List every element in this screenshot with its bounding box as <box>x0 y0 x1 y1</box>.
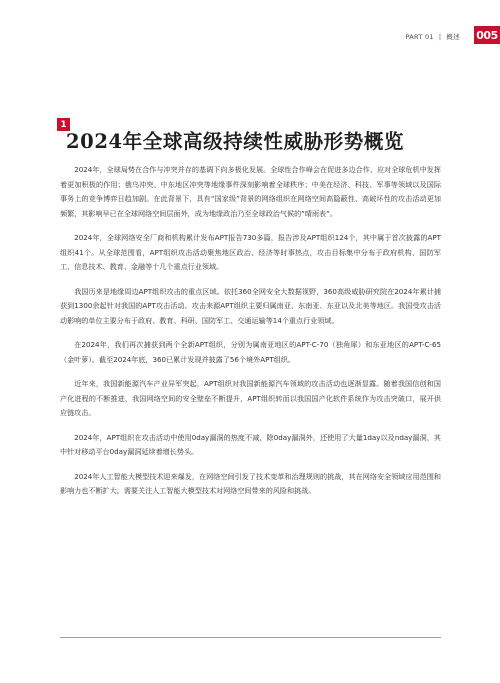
paragraph: 我国历来是地缘周边APT组织攻击的重点区域。依托360全网安全大数据视野，360高级威胁研究院在2024年累计捕获到1300余起针对我国的APT攻击活动。攻击来源APT组织主要归属南亚、东南亚、东亚以及北美等地区。我国受攻击活动影响的单位主要分布于政府、教育、科研、国防军工、交通运输等14个重点行业领域。 <box>60 286 441 325</box>
section-name: 概述 <box>446 33 460 41</box>
paragraph: 2024年，全球局势在合作与冲突并存的基调下向多极化发展。全球性合作峰会在促进多边合作、应对全球危机中发挥着更加积极的作用；俄乌冲突、中东地区冲突等地缘事件深刻影响着全球秩序；中美在经济、科技、军事等领域以及国际事务上的竞争博弈日趋加剧。在此背景下，具有“国家级”背景的网络组织在网络空间高隐蔽性、高破坏性的攻击活动更加频繁，其影响早已在全球网络空间层面外，成为地缘政治乃至全球政治气候的“晴雨表”。 <box>60 165 441 218</box>
running-header <box>405 32 460 41</box>
paragraph: 在2024年，我们再次捕获到两个全新APT组织，分别为属南亚地区的APT-C-70（独角犀）和东亚地区的APT-C-65（金叶萝）。截至2024年底，360已累计发现并披露了56个境外APT组织。 <box>60 340 441 364</box>
page-number-badge: 005 <box>474 26 500 44</box>
part-label: PART 01 <box>405 33 434 41</box>
body-text <box>60 163 441 509</box>
paragraph: 2024年，APT组织在攻击活动中使用0day漏洞的热度不减，除0day漏洞外，还使用了大量1day以及nday漏洞，其中针对移动平台0day漏洞延续着增长势头。 <box>60 432 441 456</box>
footer-divider <box>60 637 441 638</box>
section-number-marker: 1 <box>57 118 70 131</box>
section-title: 2024年全球高级持续性威胁形势概览 <box>66 130 405 153</box>
paragraph: 2024年，全球网络安全厂商和机构累计发布APT报告730多篇，报告涉及APT组织124个，其中属于首次披露的APT组织41个。从全球范围看，APT组织攻击活动聚焦地区政治、经济等时事热点，攻击目标集中分布于政府机构、国防军工、信息技术、教育、金融等十几个重点行业领域。 <box>60 233 441 271</box>
header-separator: | <box>438 33 442 41</box>
paragraph: 近年来，我国新能源汽车产业异军突起，APT组织对我国新能源汽车领域的攻击活动也逐渐显露。随着我国信创和国产化进程的不断推进，我国网络空间的安全壁垒不断提升，APT组织转而以我国国产化软件系统作为攻击突破口，展开供应链攻击。 <box>60 379 441 417</box>
paragraph: 2024年人工智能大模型技术迎来爆发，在网络空间引发了技术变革和治理规则的挑战，其在网络安全领域应用范围和影响力也不断扩大。需要关注人工智能大模型技术对网络空间带来的风险和挑战。 <box>60 471 441 495</box>
